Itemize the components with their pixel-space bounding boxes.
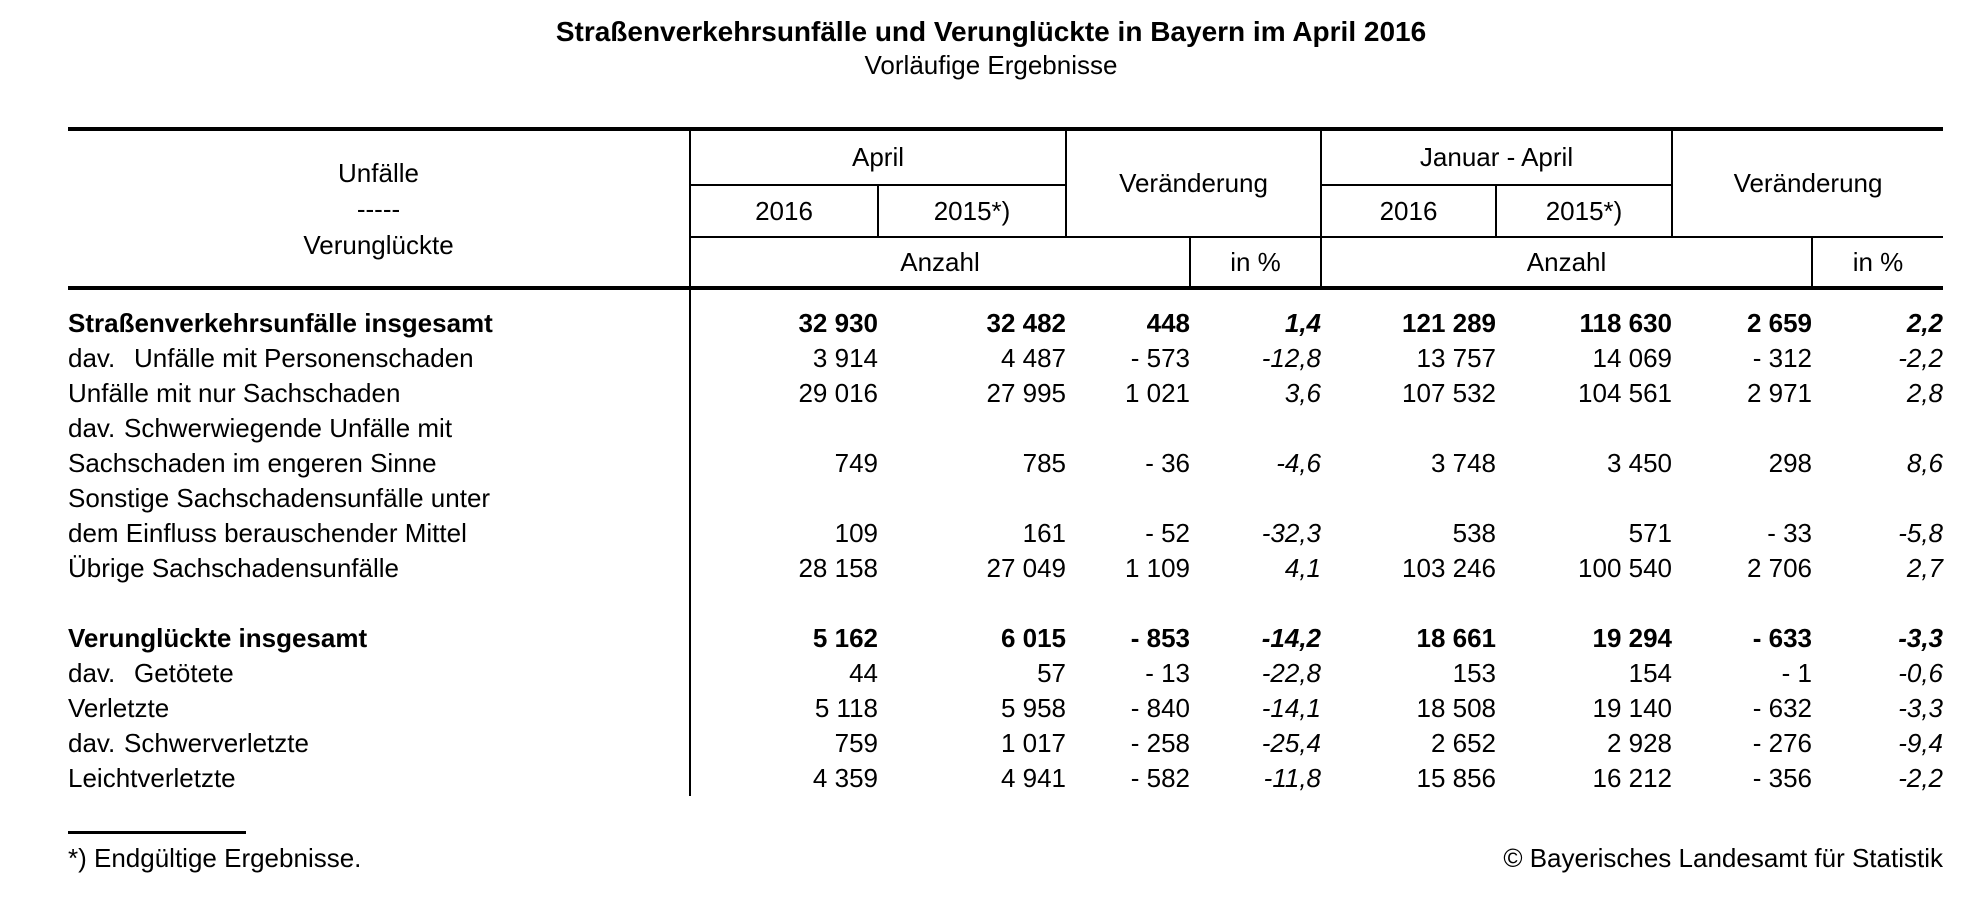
value-cell: 153 (1452, 658, 1497, 688)
value-cell: 759 (834, 728, 878, 758)
value-cell: 27 995 (986, 378, 1067, 408)
value-cell (1496, 586, 1672, 621)
value-cell: - 840 (1130, 693, 1191, 723)
unit-header-pct-april: in % (1190, 237, 1321, 288)
row-label-text: Straßenverkehrsunfälle insgesamt (68, 308, 493, 338)
value-cell (878, 411, 1066, 446)
value-cell (1321, 411, 1496, 446)
row-label-text: Sonstige Sachschadensunfälle unter (68, 483, 491, 513)
value-cell: 14 069 (1592, 343, 1673, 373)
value-cell: 118 630 (1579, 308, 1673, 338)
row-label-text: Unfälle mit nur Sachschaden (68, 378, 401, 408)
value-cell (1812, 481, 1943, 516)
value-cell (1672, 288, 1812, 306)
value-cell (1321, 586, 1496, 621)
value-cell (690, 586, 878, 621)
value-cell (690, 481, 878, 516)
table-row (68, 761, 1943, 796)
value-cell: -4,6 (1276, 448, 1322, 478)
value-cell (1321, 481, 1496, 516)
row-label (68, 691, 690, 726)
row-label-text: Verletzte (68, 693, 170, 723)
value-cell: 27 049 (986, 553, 1067, 583)
row-label (68, 341, 690, 376)
dav-prefix: dav. (68, 343, 116, 373)
stub-line-unfaelle: Unfälle (338, 157, 419, 188)
value-cell: 121 289 (1402, 308, 1497, 338)
value-cell: 3 914 (812, 343, 878, 373)
value-cell: 104 561 (1578, 378, 1673, 408)
value-cell (1066, 411, 1190, 446)
value-cell: 32 482 (986, 308, 1067, 338)
value-cell: -3,3 (1898, 623, 1944, 653)
value-cell: 2 706 (1746, 553, 1813, 583)
col-group-change-jan-april: Veränderung (1672, 129, 1943, 237)
row-label (68, 621, 690, 656)
table-row (68, 551, 1943, 586)
row-label-text: Verunglückte insgesamt (68, 623, 368, 653)
value-cell: 5 118 (814, 693, 878, 723)
value-cell: - 632 (1752, 693, 1813, 723)
value-cell: 161 (1022, 518, 1067, 548)
value-cell: 4 359 (812, 763, 878, 793)
row-label (68, 726, 690, 761)
value-cell: -0,6 (1898, 658, 1944, 688)
row-label-text: Sachschaden im engeren Sinne (68, 448, 437, 478)
value-cell (1190, 586, 1321, 621)
row-label (68, 446, 690, 481)
value-cell: -14,2 (1261, 623, 1322, 653)
unit-header-anzahl-april: Anzahl (690, 237, 1190, 288)
dav-prefix: dav. (68, 658, 116, 688)
unit-header-anzahl-jan: Anzahl (1321, 237, 1812, 288)
value-cell: 28 158 (798, 553, 878, 583)
value-cell: 4 487 (1000, 343, 1067, 373)
dav-prefix: dav. (68, 728, 116, 758)
value-cell: - 356 (1752, 763, 1813, 793)
value-cell: -22,8 (1261, 658, 1322, 688)
stub-header (68, 129, 690, 288)
value-cell: 2 971 (1746, 378, 1813, 408)
spacer-row (68, 288, 1943, 306)
footnote-text: *) Endgültige Ergebnisse. (68, 843, 362, 873)
value-cell: - 633 (1752, 623, 1813, 653)
value-cell: 2 928 (1606, 728, 1673, 758)
table-row (68, 621, 1943, 656)
value-cell (1066, 586, 1190, 621)
value-cell: - 36 (1145, 448, 1191, 478)
row-label (68, 411, 690, 446)
unit-header-pct-jan: in % (1812, 237, 1943, 288)
col-header-april-2016: 2016 (690, 185, 878, 237)
value-cell: - 276 (1752, 728, 1813, 758)
row-label-text: Schwerwiegende Unfälle mit (124, 413, 453, 443)
value-cell: 19 140 (1592, 693, 1673, 723)
value-cell: 18 508 (1416, 693, 1497, 723)
value-cell: 44 (849, 658, 878, 688)
col-group-april: April (690, 129, 1066, 185)
value-cell: 16 212 (1592, 763, 1673, 793)
col-header-jan-2016: 2016 (1321, 185, 1496, 237)
table-row (68, 656, 1943, 691)
value-cell (1812, 411, 1943, 446)
value-cell: -32,3 (1261, 518, 1322, 548)
value-cell: 103 246 (1402, 553, 1497, 583)
value-cell (1672, 411, 1812, 446)
row-label (68, 376, 690, 411)
row-label (68, 288, 690, 306)
stub-line-divider: ----- (356, 193, 401, 224)
value-cell: - 13 (1145, 658, 1191, 688)
table-row (68, 481, 1943, 516)
value-cell (690, 411, 878, 446)
value-cell: 3 748 (1430, 448, 1497, 478)
dav-prefix: dav. (68, 413, 116, 443)
value-cell: 4 941 (1000, 763, 1067, 793)
value-cell: 1,4 (1284, 308, 1322, 338)
value-cell: -25,4 (1261, 728, 1322, 758)
value-cell (1812, 288, 1943, 306)
value-cell: -5,8 (1898, 518, 1944, 548)
value-cell: - 582 (1130, 763, 1191, 793)
page-subtitle: Vorläufige Ergebnisse (864, 50, 1118, 80)
value-cell: 298 (1768, 448, 1813, 478)
table-row (68, 516, 1943, 551)
value-cell (1672, 481, 1812, 516)
value-cell (1812, 586, 1943, 621)
value-cell: 13 757 (1416, 343, 1497, 373)
row-label-text: Schwerverletzte (124, 728, 309, 758)
row-label (68, 586, 690, 621)
footnote-rule (68, 831, 246, 834)
value-cell: 785 (1022, 448, 1067, 478)
row-label-text: dem Einfluss berauschender Mittel (68, 518, 467, 548)
value-cell (1190, 288, 1321, 306)
value-cell: -11,8 (1263, 763, 1322, 793)
value-cell: 57 (1037, 658, 1067, 688)
value-cell: 538 (1452, 518, 1497, 548)
value-cell: 448 (1146, 308, 1191, 338)
value-cell: - 33 (1767, 518, 1813, 548)
value-cell (878, 481, 1066, 516)
value-cell (1190, 411, 1321, 446)
col-header-april-2015: 2015*) (878, 185, 1066, 237)
value-cell: 100 540 (1578, 553, 1673, 583)
value-cell (1496, 288, 1672, 306)
row-label (68, 481, 690, 516)
value-cell: 4,1 (1284, 553, 1322, 583)
row-label (68, 656, 690, 691)
value-cell: - 853 (1130, 623, 1191, 653)
row-label-text: Getötete (134, 658, 234, 688)
value-cell: 1 109 (1124, 553, 1191, 583)
value-cell: 15 856 (1416, 763, 1497, 793)
value-cell: -2,2 (1898, 763, 1944, 793)
value-cell (1190, 481, 1321, 516)
row-label (68, 306, 690, 341)
value-cell: 571 (1628, 518, 1673, 548)
value-cell: 6 015 (1000, 623, 1067, 653)
value-cell: -9,4 (1898, 728, 1944, 758)
value-cell: 1 021 (1124, 378, 1191, 408)
table-row (68, 411, 1943, 446)
stub-line-verunglueckte: Verunglückte (303, 229, 454, 260)
row-label-text: Leichtverletzte (68, 763, 236, 793)
table-row (68, 376, 1943, 411)
value-cell (1496, 481, 1672, 516)
value-cell (1672, 586, 1812, 621)
value-cell: 2,7 (1906, 553, 1944, 583)
value-cell (1321, 288, 1496, 306)
value-cell: 109 (834, 518, 878, 548)
value-cell (878, 586, 1066, 621)
table-row (68, 306, 1943, 341)
value-cell: 5 162 (812, 623, 878, 653)
accidents-table (68, 127, 1943, 796)
value-cell (1066, 481, 1190, 516)
value-cell: -3,3 (1898, 693, 1944, 723)
value-cell (690, 288, 878, 306)
value-cell: 18 661 (1416, 623, 1497, 653)
row-label-text: Übrige Sachschadensunfälle (68, 553, 399, 583)
value-cell: - 312 (1752, 343, 1813, 373)
table-row (68, 691, 1943, 726)
value-cell: - 52 (1145, 518, 1191, 548)
value-cell: 749 (834, 448, 878, 478)
value-cell: 2,2 (1906, 308, 1944, 338)
value-cell: 19 294 (1592, 623, 1673, 653)
value-cell: 2 652 (1430, 728, 1497, 758)
row-label (68, 551, 690, 586)
col-group-januar-april: Januar - April (1321, 129, 1672, 185)
value-cell: -2,2 (1898, 343, 1944, 373)
value-cell: 8,6 (1906, 448, 1944, 478)
blank-row (68, 586, 1943, 621)
page-title: Straßenverkehrsunfälle und Verunglückte in Bayern im April 2016 (555, 16, 1427, 47)
value-cell (1066, 288, 1190, 306)
value-cell: 1 017 (1000, 728, 1067, 758)
value-cell: - 258 (1130, 728, 1191, 758)
table-row (68, 446, 1943, 481)
col-header-jan-2015: 2015*) (1496, 185, 1672, 237)
value-cell: 2,8 (1906, 378, 1944, 408)
value-cell: 107 532 (1402, 378, 1497, 408)
value-cell: - 573 (1130, 343, 1191, 373)
table-row (68, 341, 1943, 376)
row-label (68, 516, 690, 551)
value-cell: 3 450 (1606, 448, 1673, 478)
value-cell (1496, 411, 1672, 446)
value-cell: -14,1 (1261, 693, 1322, 723)
value-cell: 29 016 (798, 378, 878, 408)
value-cell: 154 (1628, 658, 1673, 688)
value-cell: 2 659 (1746, 308, 1813, 338)
value-cell: 5 958 (1000, 693, 1067, 723)
value-cell: -12,8 (1261, 343, 1322, 373)
value-cell: 3,6 (1284, 378, 1322, 408)
copyright-text: © Bayerisches Landesamt für Statistik (1503, 843, 1943, 873)
value-cell (878, 288, 1066, 306)
value-cell: 32 930 (798, 308, 878, 338)
value-cell: - 1 (1781, 658, 1813, 688)
col-group-change-april: Veränderung (1066, 129, 1321, 237)
row-label (68, 761, 690, 796)
row-label-text: Unfälle mit Personenschaden (134, 343, 474, 373)
table-row (68, 726, 1943, 761)
